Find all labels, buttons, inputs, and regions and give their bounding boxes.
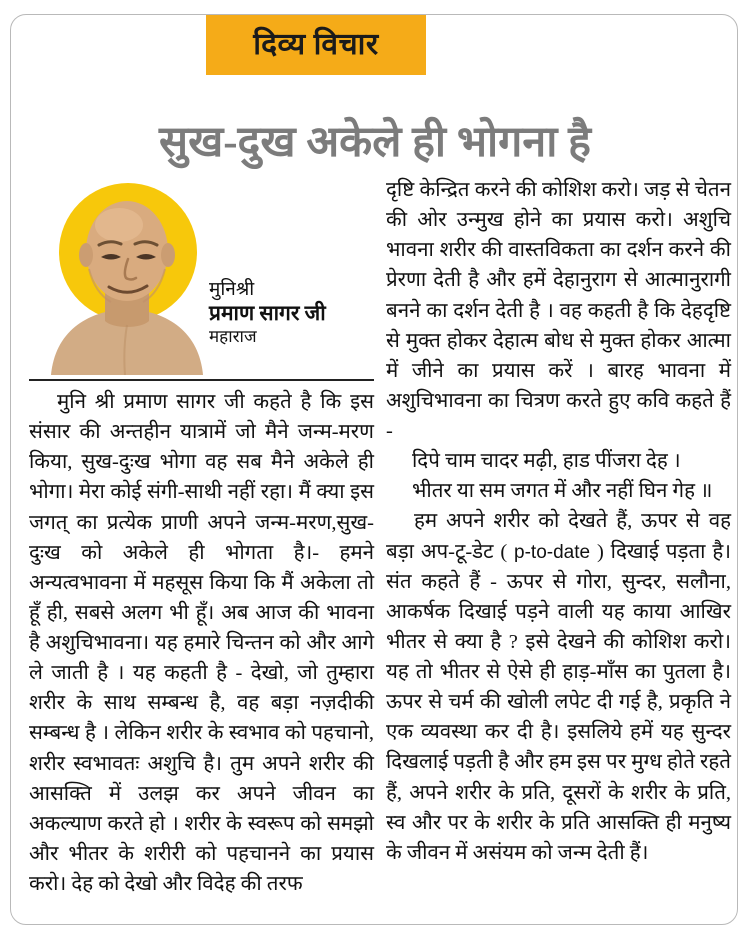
left-column-paragraph: मुनि श्री प्रमाण सागर जी कहते है कि इस संसार की अन्तहीन यात्रामें जो मैने जन्म-मरण किया, सुख-दुःख भोगा वह सब मैने अकेले ही भोगा। मेरा कोई संगी-साथी नहीं रहा। मैं क्या इस जगत् का प्रत्येक प्राणी अपने जन्म-मरण,सुख-दुःख को अकेले ही भोगता है।- हमने अन्यत्वभावना में महसूस किया कि मैं अकेला तो हूँ ही, सबसे अलग भी हूँ। अब आज की भावना है अशुचिभावना। यह हमारे चिन्तन को और आगे ले जाती है । यह कहती है - देखो, जो तुम्हारा शरीर के साथ सम्बन्ध है, वह बड़ा नज़दीकी सम्बन्ध है । लेकिन शरीर के स्वभाव को पहचानो, शरीर स्वभावतः अशुचि है। तुम अपने शरीर की आसक्ति में उलझ कर अपने जीवन का अकल्याण करते हो । शरीर के स्वरूप को समझो और भीतर के शरीरी को पहचानने का प्रयास करो। देह को देखो और विदेह की तरफ	[29, 391, 374, 895]
right-column-paragraph-2	[386, 506, 731, 868]
verse-line-1: दिपे चाम चादर मढ़ी, हाड पींजरा देह ।	[412, 450, 681, 473]
article-card	[10, 14, 738, 925]
column-divider	[29, 379, 374, 381]
section-banner	[206, 15, 426, 75]
monk-portrait-illustration	[41, 175, 216, 375]
banner-title: दिव्य विचार	[253, 28, 379, 61]
author-name: प्रमाण सागर जी	[209, 301, 326, 326]
author-block	[29, 175, 374, 375]
author-suffix: महाराज	[209, 326, 257, 346]
paragraph-2-segment-1: हम अपने शरीर को देखते हैं, ऊपर से वह बड़ा अप-टू-डेट (	[386, 510, 731, 563]
paragraph-2-segment-2: ) दिखाई पड़ता है। संत कहते हैं - ऊपर से गोरा, सुन्दर, सलौना, आकर्षक दिखाई पड़ने वाली यह काया आखिर भीतर से क्या है ? इसे देखने की कोशिश करो। यह तो भीतर से ऐसे ही हाड़-माँस का पुतला है। ऊपर से चर्म की खोली लपेट दी गई है, प्रकृति ने एक व्यवस्था कर दी है। इसलिये हमें यह सुन्दर दिखलाई पड़ती है और हम इस पर मुग्ध होते रहते हैं, अपने शरीर के प्रति, दूसरों के शरीर के प्रति, स्व और पर के शरीर के प्रति आसक्ति ही मनुष्य के जीवन में असंयम को जन्म देती हैं।	[386, 540, 731, 864]
left-column	[29, 175, 374, 899]
right-column-paragraph-1: दृष्टि केन्द्रित करने की कोशिश करो। जड़ से चेतन की ओर उन्मुख होने का प्रयास करो। अशुचि भावना शरीर की वास्तविकता का दर्शन करने की प्रेरणा देती है और हमें देहानुराग से आत्मानुरागी बनने का दर्शन देती है । वह कहती है कि देहदृष्टि से मुक्त होकर देहात्म बोध से मुक्त होकर आत्मा में जीने का प्रयास करें । बारह भावना में अशुचिभावना का चित्रण करते हुए कवि कहते हैं -	[386, 179, 731, 442]
article-columns	[11, 175, 738, 925]
author-prefix: मुनिश्री	[209, 279, 255, 300]
verse-line-2: भीतर या सम जगत में और नहीं घिन गेह ॥	[412, 480, 713, 503]
author-caption	[209, 278, 374, 348]
paragraph-2-latin-term: p-to-date	[514, 541, 591, 563]
page-title: सुख-दुख अकेले ही भोगना है	[159, 118, 591, 166]
author-portrait	[41, 175, 216, 375]
right-column	[386, 175, 731, 868]
